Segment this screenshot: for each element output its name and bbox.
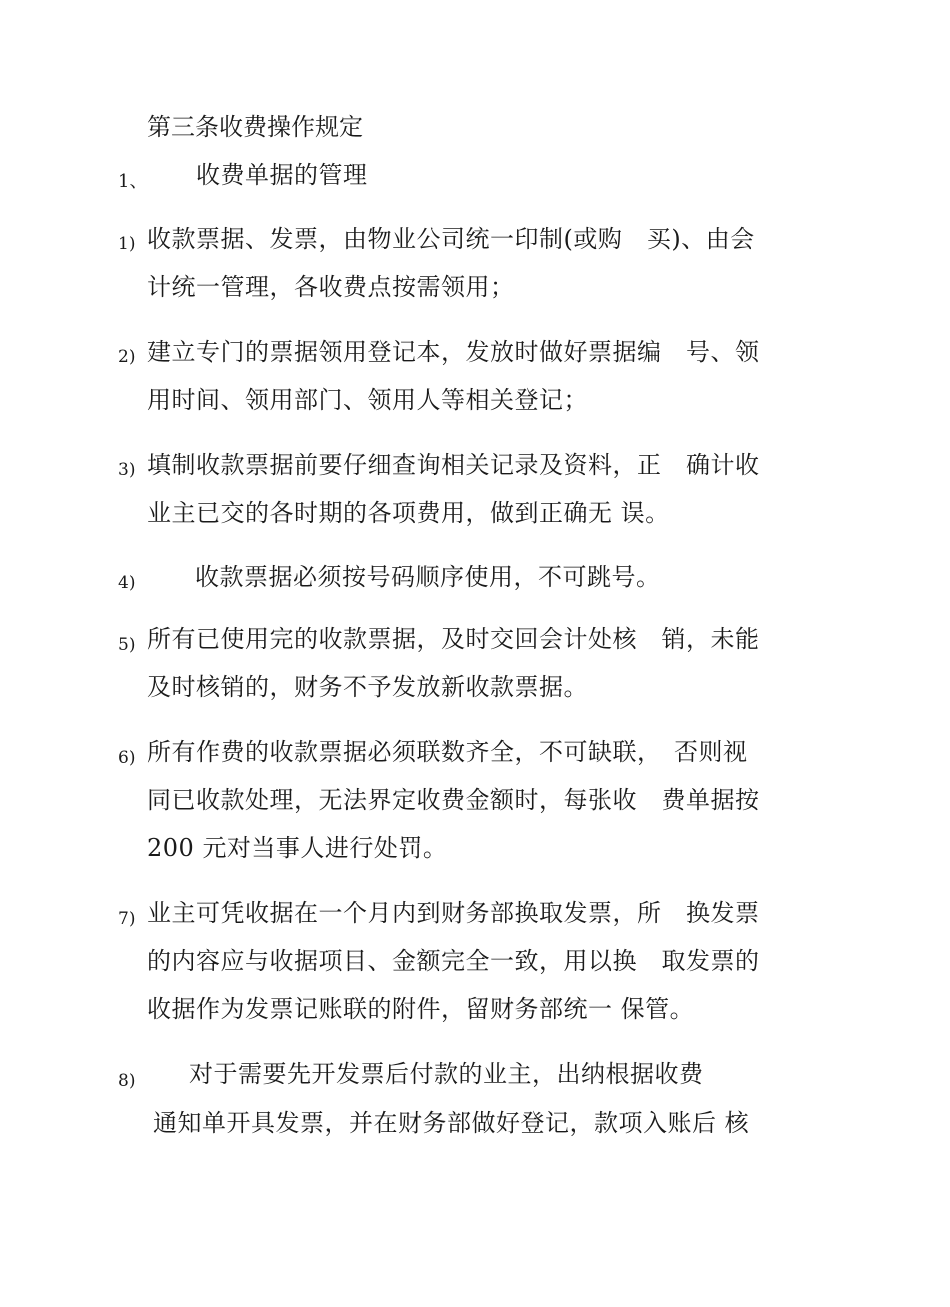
item-number-4: 4) bbox=[118, 573, 136, 593]
item-number-2: 2) bbox=[118, 347, 136, 367]
item-3-line-2: 业主已交的各时期的各项费用，做到正确无 误。 bbox=[147, 499, 670, 527]
item-number-5: 5) bbox=[118, 635, 136, 655]
item-8-line-2: 通知单开具发票，并在财务部做好登记，款项入账后 核 bbox=[153, 1109, 750, 1137]
item-7-line-2: 的内容应与收据项目、金额完全一致，用以换 取发票的 bbox=[147, 947, 760, 975]
item-8-line-1: 对于需要先开发票后付款的业主，出纳根据收费 bbox=[189, 1060, 704, 1088]
item-1-line-1: 收款票据、发票，由物业公司统一印制(或购 买)、由会 bbox=[147, 225, 755, 253]
item-4-line-1: 收款票据必须按号码顺序使用，不可跳号。 bbox=[195, 563, 661, 591]
item-number-7: 7) bbox=[118, 909, 136, 929]
item-1-line-2: 计统一管理，各收费点按需领用； bbox=[147, 273, 515, 301]
section-number: 1、 bbox=[118, 171, 148, 192]
item-number-6: 6) bbox=[118, 748, 136, 768]
article-title: 第三条收费操作规定 bbox=[147, 113, 363, 141]
item-number-8: 8) bbox=[118, 1071, 136, 1091]
item-5-line-1: 所有已使用完的收款票据，及时交回会计处核 销，未能 bbox=[147, 625, 760, 653]
item-6-line-3: 200 元对当事人进行处罚。 bbox=[147, 834, 448, 862]
item-number-1: 1) bbox=[118, 234, 136, 254]
item-6-line-1: 所有作费的收款票据必须联数齐全，不可缺联， 否则视 bbox=[147, 738, 748, 766]
item-2-line-2: 用时间、领用部门、领用人等相关登记； bbox=[147, 386, 588, 414]
item-6-line-2: 同已收款处理，无法界定收费金额时，每张收 费单据按 bbox=[147, 786, 760, 814]
item-3-line-1: 填制收款票据前要仔细查询相关记录及资料，正 确计收 bbox=[147, 451, 760, 479]
item-number-3: 3) bbox=[118, 460, 136, 480]
item-2-line-1: 建立专门的票据领用登记本，发放时做好票据编 号、领 bbox=[147, 338, 760, 366]
item-7-line-3: 收据作为发票记账联的附件，留财务部统一 保管。 bbox=[147, 995, 695, 1023]
item-5-line-2: 及时核销的，财务不予发放新收款票据。 bbox=[147, 673, 588, 701]
item-7-line-1: 业主可凭收据在一个月内到财务部换取发票，所 换发票 bbox=[147, 899, 760, 927]
section-heading: 收费单据的管理 bbox=[196, 161, 368, 189]
